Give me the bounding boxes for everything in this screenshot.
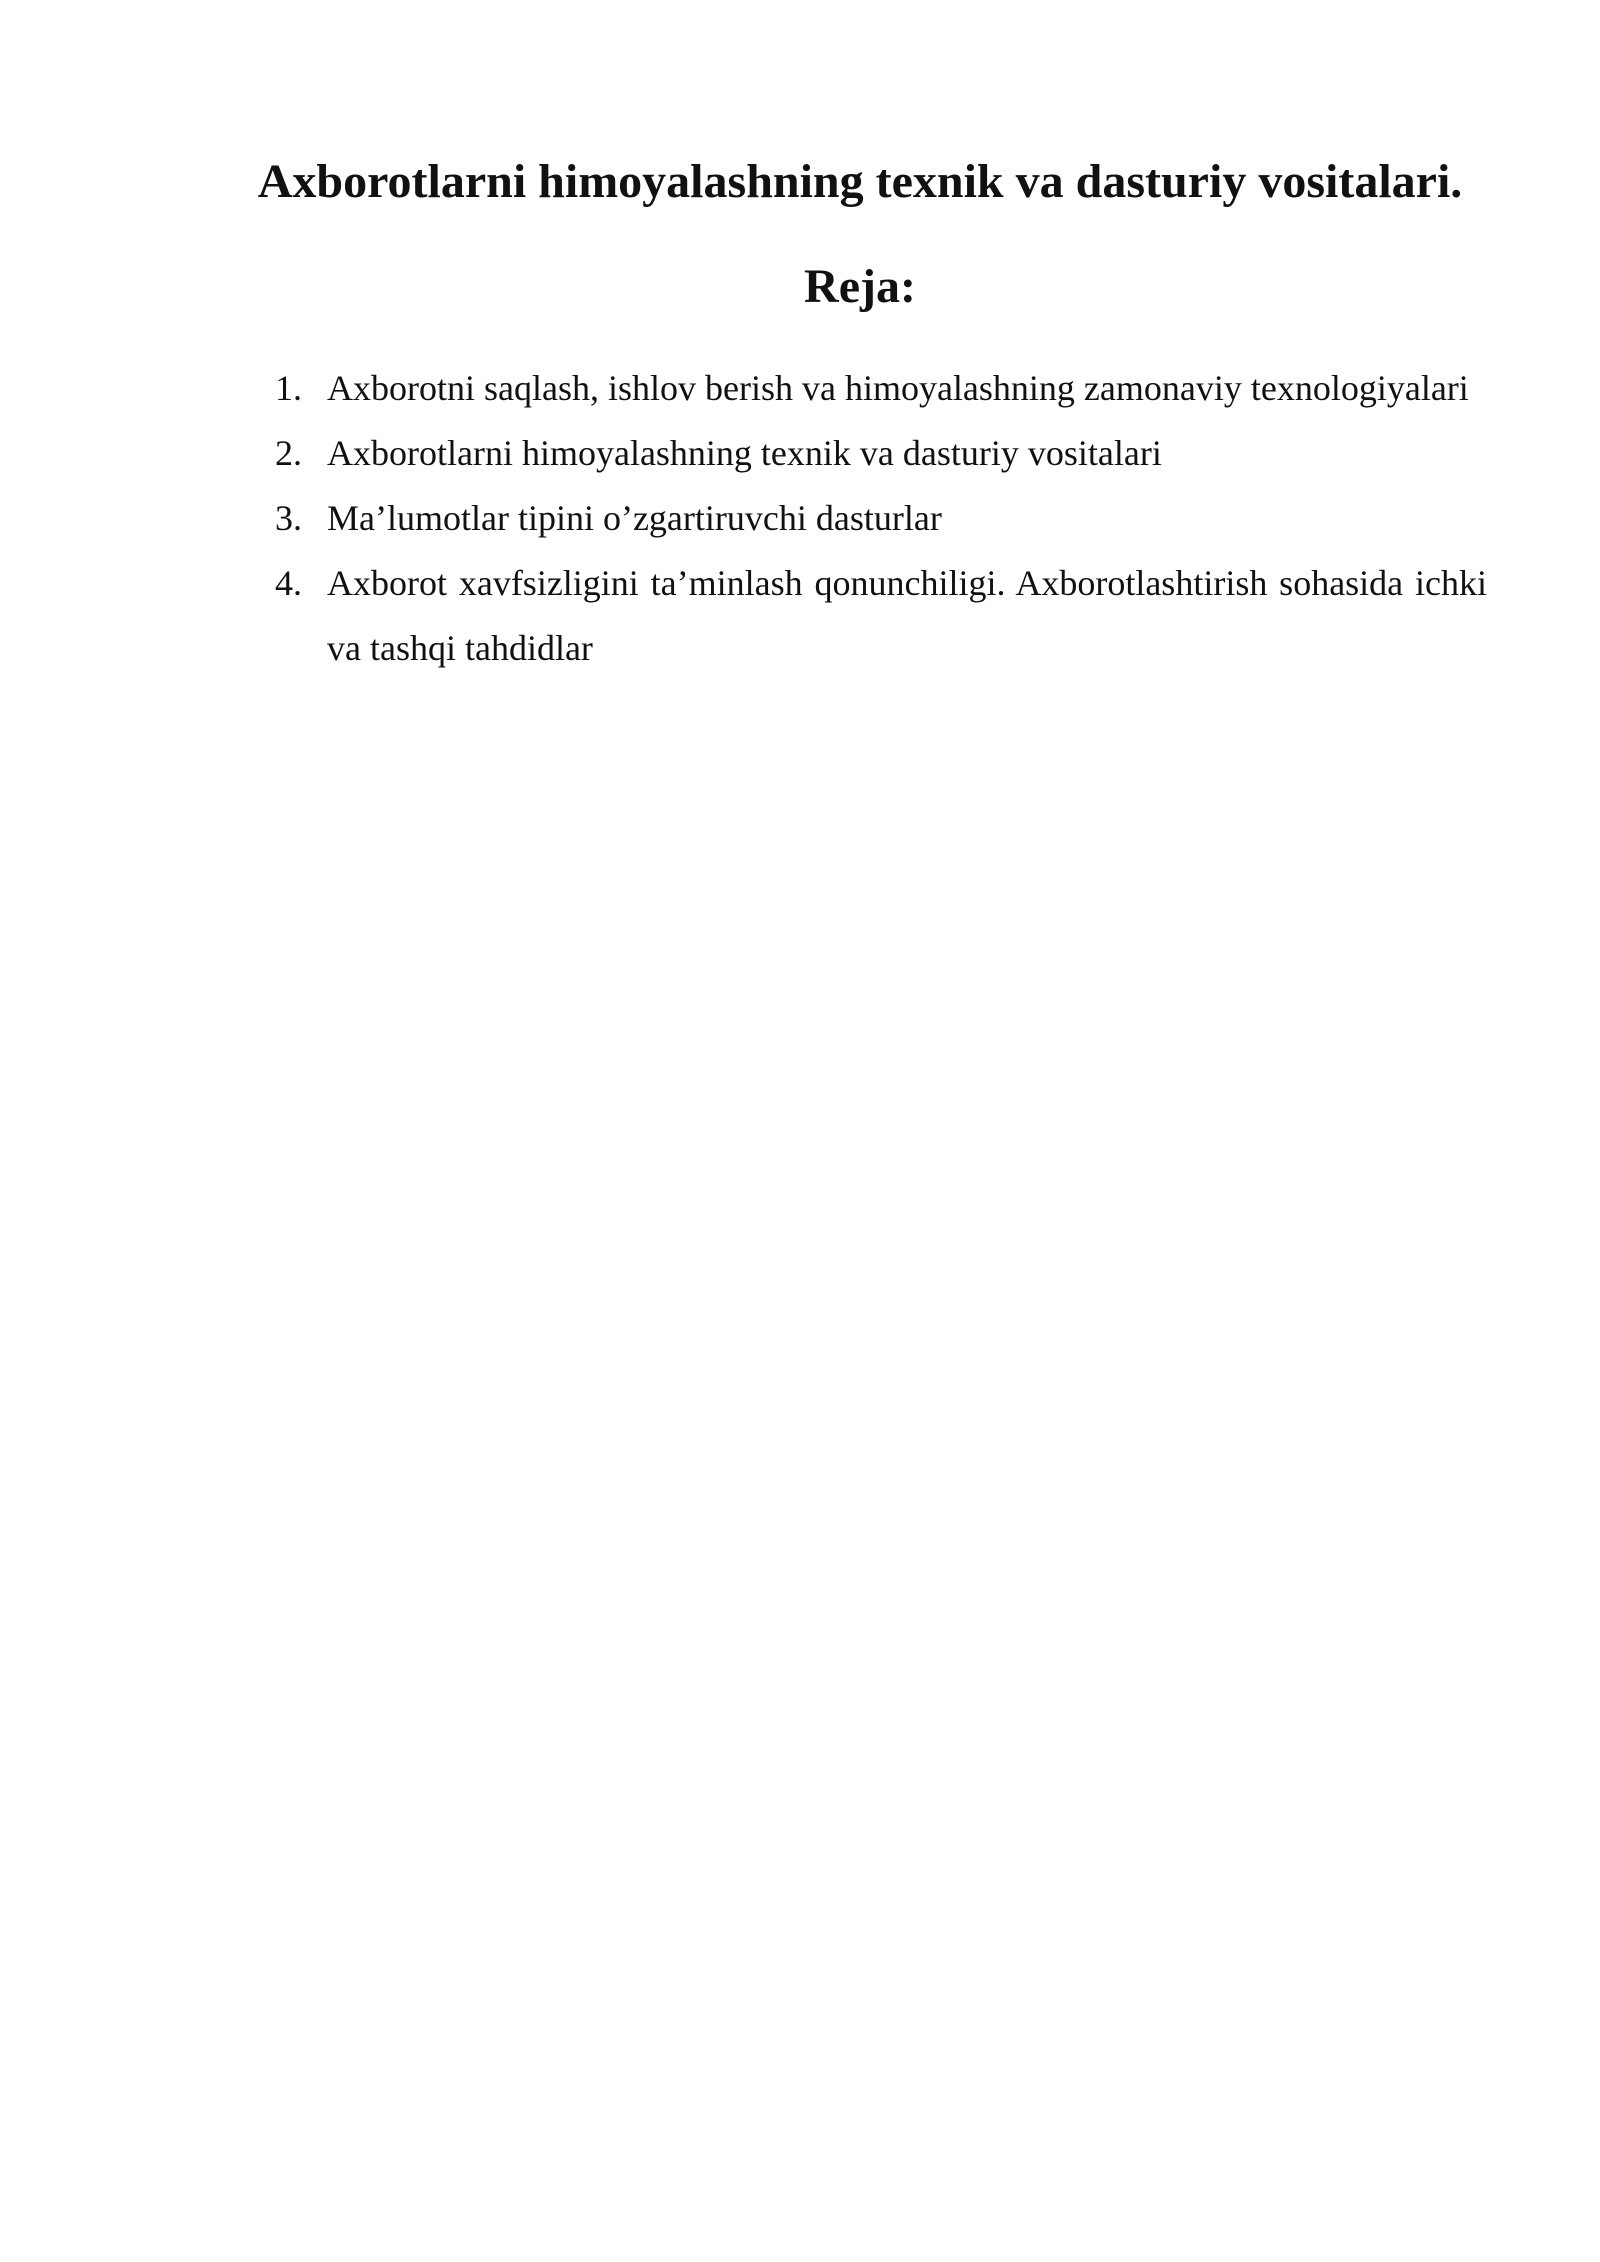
plan-item-number: 3.: [275, 498, 302, 538]
plan-item-text: Axborot xavfsizligini ta’minlash qonunchiligi. Axborotlashtirish sohasida ichki va tashqi tahdidlar: [327, 563, 1487, 668]
plan-item-1: [275, 356, 1487, 421]
plan-item-text: Axborotlarni himoyalashning texnik va dasturiy vositalari: [327, 433, 1162, 473]
plan-item-text: Axborotni saqlash, ishlov berish va himoyalashning zamonaviy texnologiyalari: [327, 368, 1469, 408]
plan-item-3: [275, 486, 1487, 551]
document-title: Axborotlarni himoyalashning texnik va dasturiy vositalari.: [257, 155, 1463, 208]
plan-item-text: Ma’lumotlar tipini o’zgartiruvchi dasturlar: [327, 498, 942, 538]
plan-item-4: [275, 551, 1487, 681]
plan-item-number: 4.: [275, 563, 302, 603]
plan-item-number: 2.: [275, 433, 302, 473]
plan-item-2: [275, 421, 1487, 486]
plan-list: [275, 356, 1487, 681]
plan-item-number: 1.: [275, 368, 302, 408]
plan-heading: Reja:: [804, 260, 916, 313]
